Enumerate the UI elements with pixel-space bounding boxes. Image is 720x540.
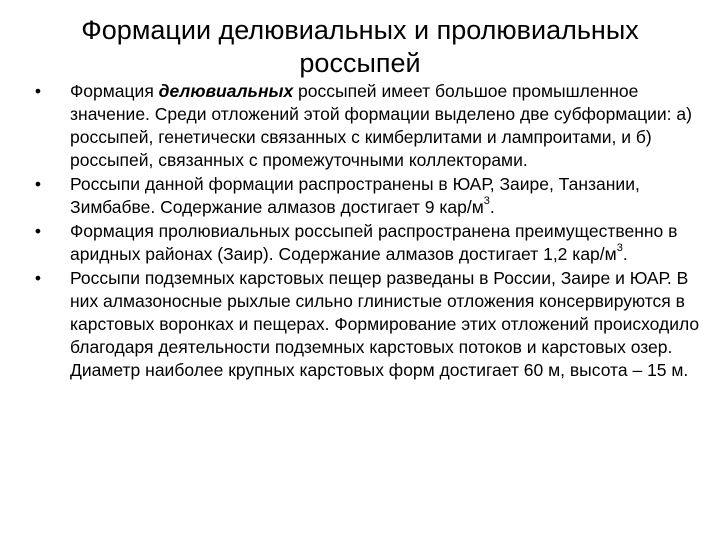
bullet-item-proluvial (28, 220, 704, 266)
bullet-text: Формация пролювиальных россыпей распространена преимущественно в аридных районах (Заир). Содержание алмазов достигает 1,2 кар/м (70, 221, 678, 264)
bullet-item-karst (28, 267, 704, 382)
bullet-item-deluvial (28, 80, 704, 172)
title-line-2: россыпей (299, 48, 421, 78)
unit-superscript: 3 (483, 195, 490, 208)
bullet-text: Россыпи данной формации распространены в ЮАР, Заире, Танзании, Зимбабве. Содержание алмазов достигает 9 кар/м (70, 174, 640, 217)
bullet-text: Россыпи подземных карстовых пещер разведаны в России, Заире и ЮАР. В них алмазоносные рыхлые сильно глинистые отложения консервируются в карстовых воронках и пещерах. Формирование этих отложений происходило благодаря деятельности подземных карстовых потоков и карстовых озер. Диаметр наиболее крупных карстовых форм достигает 60 м, высота – 15 м. (70, 268, 700, 380)
bullet-item-distribution (28, 173, 704, 219)
bullet-list (28, 80, 704, 383)
bullet-suffix: . (489, 197, 495, 217)
slide-title (60, 14, 660, 80)
bullet-dot: • (34, 268, 42, 288)
bullet-dot: • (34, 81, 42, 101)
bullet-emphasis: делювиальных (158, 81, 294, 101)
title-line-1: Формации делювиальных и пролювиальных (81, 15, 639, 45)
bullet-suffix: . (622, 244, 628, 264)
bullet-text: россыпей имеет большое промышленное значение. Среди отложений этой формации выделено две субформации: а) россыпей, генетически связанных с кимберлитами и лампроитами, и б) россыпей, связанных с промежуточными коллекторами. (70, 81, 692, 170)
unit-superscript: 3 (616, 242, 623, 255)
bullet-dot: • (34, 221, 42, 241)
bullet-text-prefix: Формация (70, 81, 159, 101)
bullet-dot: • (34, 174, 42, 194)
